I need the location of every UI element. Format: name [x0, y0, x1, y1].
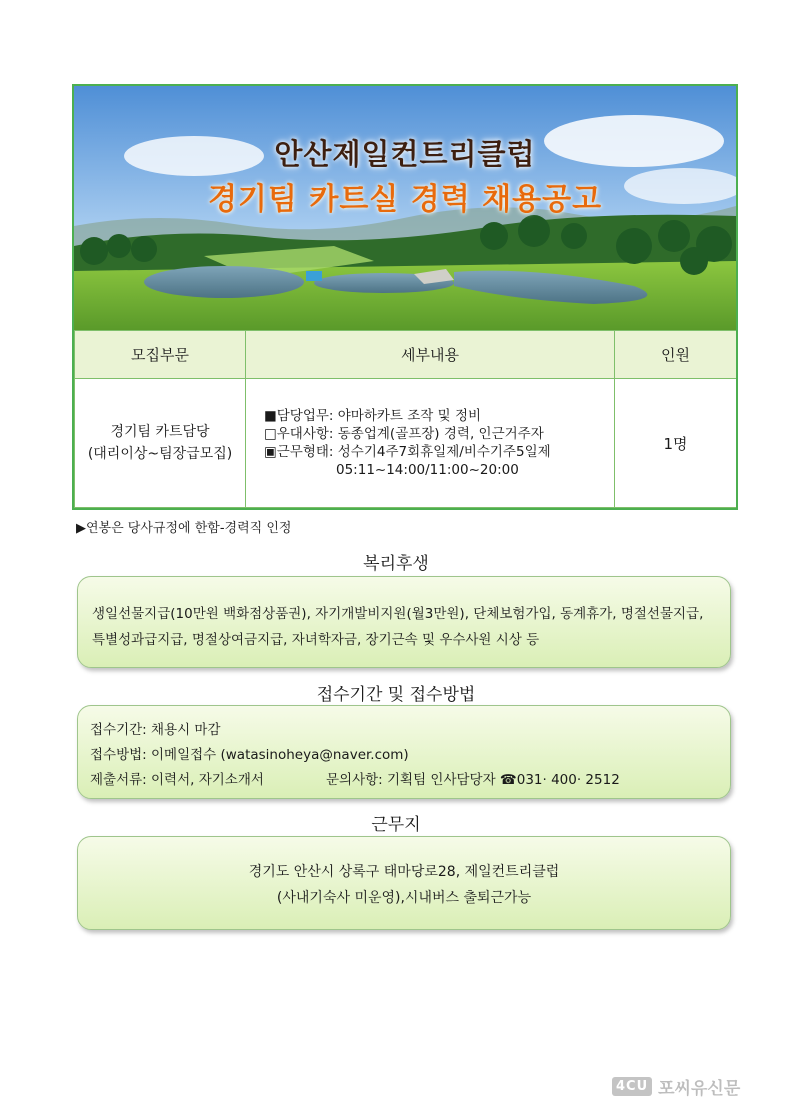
- details-cell: [246, 379, 615, 508]
- application-documents: 제출서류: 이력서, 자기소개서: [90, 772, 264, 788]
- table-header-row: [75, 331, 737, 379]
- header-count: 인원: [615, 331, 737, 379]
- application-method: 접수방법: 이메일접수 (watasinoheya@naver.com): [90, 747, 409, 763]
- application-documents-row: [90, 768, 730, 793]
- benefits-line-2: 특별성과급지급, 명절상여금지급, 자녀학자금, 장기근속 및 우수사원 시상 등: [92, 632, 540, 648]
- workplace-notes: (사내기숙사 미운영),시내버스 출퇴근가능: [276, 890, 532, 906]
- salary-note: ▶연봉은 당사규정에 한함-경력직 인정: [76, 521, 292, 536]
- table-row: [75, 379, 737, 508]
- job-posting-frame: [72, 84, 738, 510]
- banner-title: 안산제일컨트리클럽: [274, 137, 536, 171]
- benefits-box: [77, 576, 731, 668]
- detail-work-type: ▣근무형태: 성수기4주7회휴일제/비수기주5일제: [264, 444, 551, 460]
- detail-preference: □우대사항: 동종업계(골프장) 경력, 인근거주자: [264, 426, 544, 442]
- benefits-title: 복리후생: [363, 554, 429, 574]
- banner-subtitle: 경기팀 카트실 경력 채용공고: [207, 182, 603, 217]
- application-period: 접수기간: 채용시 마감: [90, 722, 221, 738]
- detail-duty: ■담당업무: 야마하카트 조작 및 정비: [264, 408, 482, 424]
- department-cell: [75, 379, 246, 508]
- publisher-logo: 4CU: [612, 1077, 652, 1096]
- publisher-name: 포씨유신문: [658, 1078, 741, 1099]
- publisher-watermark: [612, 1071, 740, 1101]
- application-title: 접수기간 및 접수방법: [316, 685, 476, 705]
- headcount-cell: 1명: [615, 379, 737, 508]
- header-details: 세부내용: [246, 331, 615, 379]
- benefits-line-1: 생일선물지급(10만원 백화점상품권), 자기개발비지원(월3만원), 단체보험가입, 동계휴가, 명절선물지급,: [92, 606, 704, 622]
- department-name: 경기팀 카트담당: [110, 424, 210, 440]
- workplace-title: 근무지: [371, 815, 421, 835]
- department-rank: (대리이상~팀장급모집): [87, 446, 233, 462]
- workplace-box: [77, 836, 731, 930]
- application-inquiry: 문의사항: 기획팀 인사담당자 ☎031· 400· 2512: [326, 772, 620, 788]
- golf-course-banner: [74, 86, 736, 330]
- workplace-address: 경기도 안산시 상록구 태마당로28, 제일컨트리클럽: [248, 864, 560, 880]
- detail-hours: 05:11~14:00/11:00~20:00: [336, 462, 519, 478]
- recruitment-table: [74, 330, 737, 508]
- header-department: 모집부문: [75, 331, 246, 379]
- application-box: [77, 705, 731, 799]
